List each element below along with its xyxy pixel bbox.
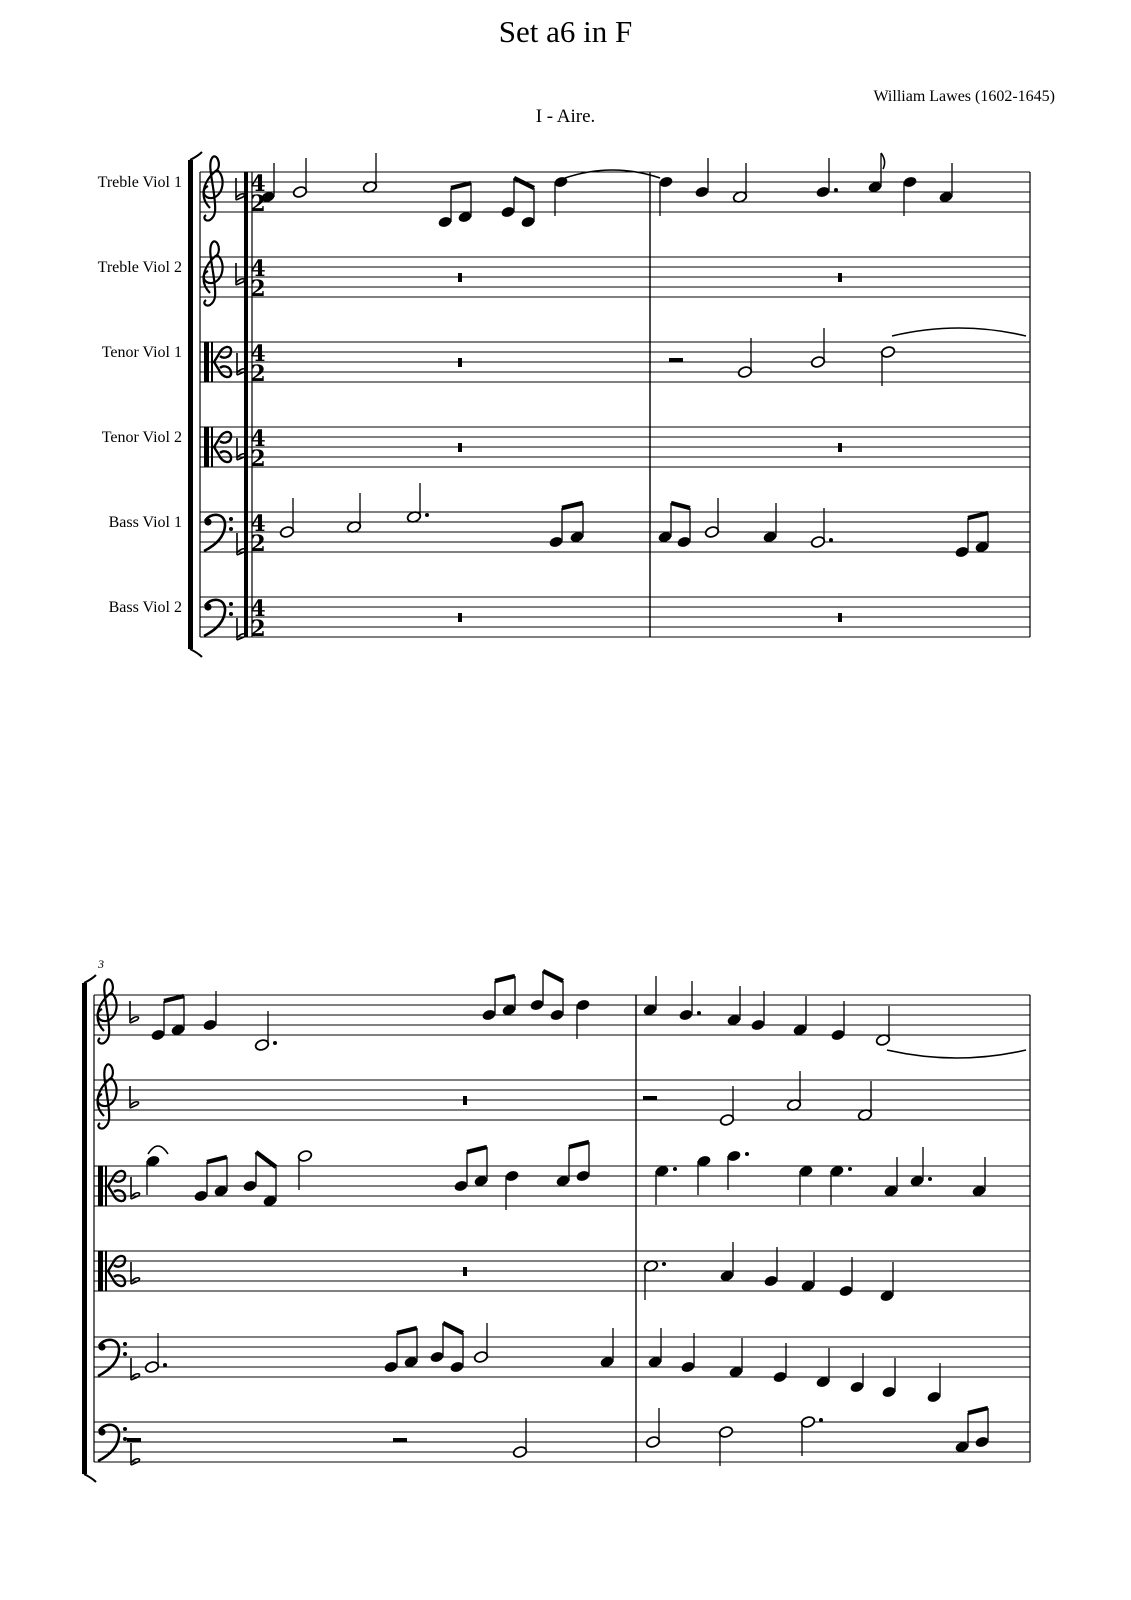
time-signature-upper: 4 — [250, 426, 266, 452]
half-rest — [393, 1438, 407, 1442]
beam — [968, 513, 988, 518]
bracket-hook — [84, 1474, 96, 1482]
beam — [495, 976, 515, 981]
beam — [569, 1142, 589, 1147]
composer-credit: William Lawes (1602-1645) — [873, 88, 1055, 105]
dot — [834, 188, 838, 192]
beam — [207, 1157, 227, 1162]
system-bracket — [82, 983, 87, 1474]
dot — [673, 1167, 677, 1171]
clefs — [98, 156, 246, 1465]
bass-clef-icon — [98, 1425, 127, 1461]
beam — [451, 183, 471, 188]
dot — [273, 1041, 277, 1045]
half-rest — [669, 358, 683, 362]
flat-icon — [236, 263, 245, 285]
whole-rest — [458, 443, 462, 452]
time-signature-lower: 2 — [250, 616, 266, 642]
time-signature-lower: 2 — [250, 531, 266, 557]
tie — [148, 1146, 168, 1154]
beam — [397, 1328, 417, 1333]
dot — [697, 1011, 701, 1015]
treble-clef-icon — [98, 1064, 117, 1128]
time-signature-upper: 4 — [250, 511, 266, 537]
movement-title: I - Aire. — [535, 106, 596, 127]
beam — [543, 971, 563, 981]
instrument-label-tenor-viol-1: Tenor Viol 1 — [101, 344, 182, 361]
treble-clef-icon — [98, 979, 117, 1043]
dot — [829, 538, 833, 542]
flat-icon — [130, 1001, 139, 1023]
flat-icon — [236, 178, 245, 200]
instrument-label-bass-viol-1: Bass Viol 1 — [108, 514, 182, 531]
whole-rest — [458, 613, 462, 622]
time-signature-lower: 2 — [250, 276, 266, 302]
tie — [892, 328, 1026, 336]
dot — [425, 513, 429, 517]
bracket-hook — [190, 649, 202, 657]
tie — [887, 1050, 1026, 1058]
dot — [848, 1167, 852, 1171]
beam — [562, 503, 583, 508]
score-title: Set a6 in F — [498, 14, 633, 49]
half-rest — [127, 1438, 141, 1442]
half-rest — [643, 1096, 657, 1100]
time-signature-lower: 2 — [250, 361, 266, 387]
dot — [928, 1177, 932, 1181]
time-signatures — [250, 171, 265, 642]
whole-rest — [458, 358, 462, 367]
start-repeat-bar — [244, 172, 248, 637]
time-signature-upper: 4 — [250, 171, 266, 197]
staff-lines — [94, 172, 1030, 1462]
beam — [671, 503, 690, 508]
time-signature-upper: 4 — [250, 256, 266, 282]
beam — [443, 1323, 463, 1333]
dot — [745, 1152, 749, 1156]
beam — [514, 178, 534, 188]
whole-rest — [838, 273, 842, 282]
instrument-label-treble-viol-2: Treble Viol 2 — [97, 259, 182, 276]
bass-clef-icon — [204, 515, 233, 551]
time-signature-upper: 4 — [250, 341, 266, 367]
treble-clef-icon — [204, 241, 223, 305]
beam — [467, 1147, 487, 1152]
time-signature-lower: 2 — [250, 191, 266, 217]
bass-clef-icon — [204, 600, 233, 636]
time-signature-upper: 4 — [250, 596, 266, 622]
dot — [819, 1418, 823, 1422]
tie — [565, 170, 660, 178]
bass-clef-icon — [98, 1340, 127, 1376]
treble-clef-icon — [204, 156, 223, 220]
whole-rest — [838, 613, 842, 622]
dot — [163, 1363, 167, 1367]
flat-icon — [130, 1086, 139, 1108]
system-bracket — [188, 160, 193, 649]
whole-rest — [463, 1267, 467, 1276]
beam — [968, 1408, 988, 1413]
bracket-hook — [190, 152, 202, 160]
time-signature-lower: 2 — [250, 446, 266, 472]
whole-rest — [838, 443, 842, 452]
beam — [164, 996, 184, 1001]
instrument-label-treble-viol-1: Treble Viol 1 — [97, 174, 182, 191]
bracket-hook — [84, 975, 96, 983]
whole-rest — [458, 273, 462, 282]
dot — [662, 1262, 666, 1266]
instrument-label-bass-viol-2: Bass Viol 2 — [108, 599, 182, 616]
beam — [256, 1152, 276, 1167]
instrument-label-tenor-viol-2: Tenor Viol 2 — [101, 429, 182, 446]
measure-number: 3 — [98, 957, 104, 971]
whole-rest — [463, 1096, 467, 1105]
